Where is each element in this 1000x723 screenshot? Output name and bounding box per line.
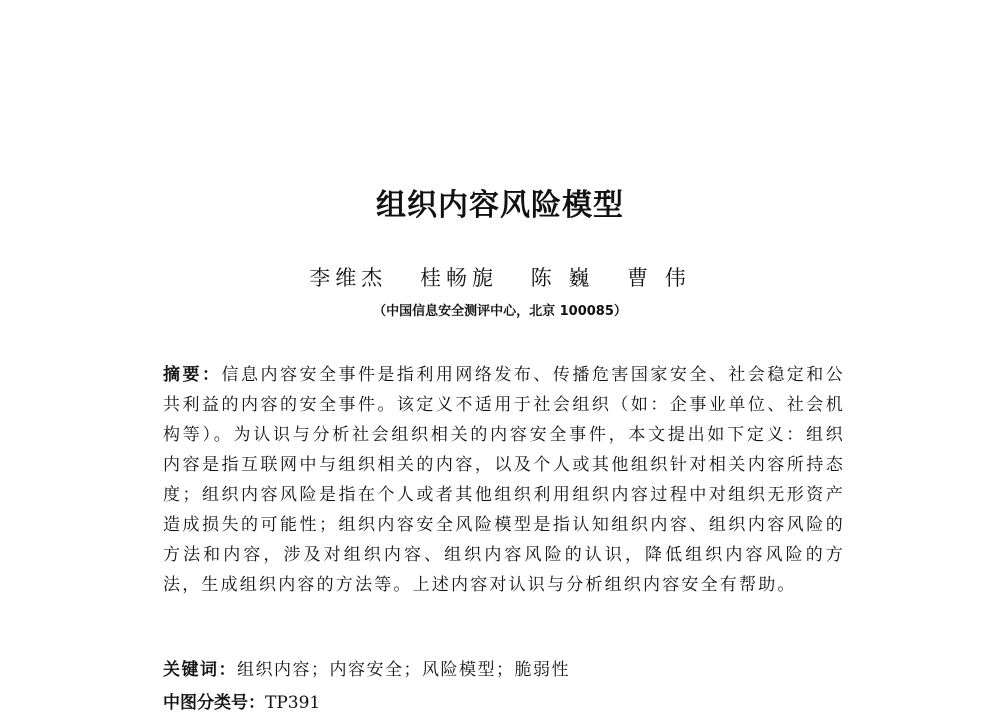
author-list	[0, 262, 1000, 292]
clc-text: TP391	[265, 693, 321, 713]
author-name: 李维杰	[309, 266, 388, 290]
affiliation: （中国信息安全测评中心，北京 100085）	[373, 304, 627, 319]
abstract-text: 信息内容安全事件是指利用网络发布、传播危害国家安全、社会稳定和公共利益的内容的安全事件。该定义不适用于社会组织（如：企事业单位、社会机构等）。为认识与分析社会组织相关的内容安全事件，本文提出如下定义：组织内容是指互联网中与组织相关的内容，以及个人或其他组织针对相关内容所持态度；组织内容风险是指在个人或者其他组织利用组织内容过程中对组织无形资产造成损失的可能性；组织内容安全风险模型是指认知组织内容、组织内容风险的方法和内容，涉及对组织内容、组织内容风险的认识，降低组织内容风险的方法，生成组织内容的方法等。上述内容对认识与分析组织内容安全有帮助。	[163, 365, 845, 595]
author-name: 曹 伟	[627, 266, 691, 290]
keywords	[163, 657, 845, 683]
author-name: 桂畅旎	[419, 266, 498, 290]
clc-label: 中图分类号：	[163, 693, 265, 713]
classification-number	[163, 690, 845, 716]
abstract	[163, 360, 845, 600]
author-name: 陈 巍	[530, 266, 595, 290]
keywords-text: 组织内容；内容安全；风险模型；脆弱性	[237, 660, 570, 680]
abstract-label: 摘要：	[163, 365, 222, 385]
keywords-label: 关键词：	[163, 660, 237, 680]
paper-title: 组织内容风险模型	[376, 188, 624, 223]
